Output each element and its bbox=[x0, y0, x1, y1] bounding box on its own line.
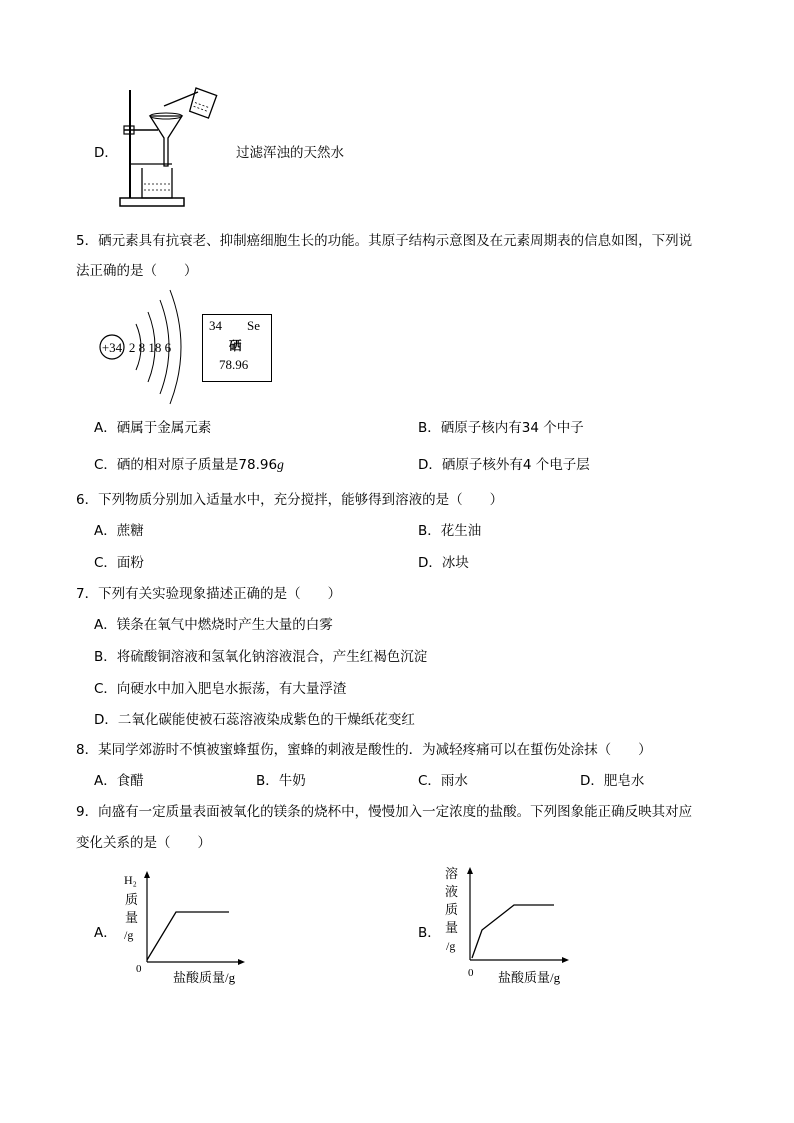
q7-stem: 7．下列有关实验现象描述正确的是（ ） bbox=[76, 586, 342, 602]
q5-option-a: A．硒属于金属元素 bbox=[94, 420, 212, 436]
q9-graph-b bbox=[442, 862, 574, 988]
q5-stem-line2: 法正确的是（ ） bbox=[76, 263, 198, 279]
q6-option-b: B．花生油 bbox=[418, 523, 482, 539]
q8-option-a: A．食醋 bbox=[94, 773, 144, 789]
q6-option-c: C．面粉 bbox=[94, 555, 144, 571]
graph-a-ylabel-h2: H₂ bbox=[124, 873, 137, 887]
graph-b-curve bbox=[472, 905, 554, 958]
graph-b-origin: 0 bbox=[468, 967, 474, 979]
graph-b-xlabel: 盐酸质量/g bbox=[498, 970, 561, 985]
element-name: 硒 bbox=[229, 338, 242, 353]
graph-a-origin: 0 bbox=[136, 963, 142, 975]
element-atomic-number: 34 bbox=[209, 318, 222, 333]
element-symbol: Se bbox=[247, 318, 260, 333]
q6-stem: 6．下列物质分别加入适量水中，充分搅拌，能够得到溶液的是（ ） bbox=[76, 492, 504, 508]
q5-option-b: B．硒原子核内有34 个中子 bbox=[418, 420, 584, 436]
q9-graph-a bbox=[118, 868, 250, 988]
q7-option-d: D．二氧化碳能使被石蕊溶液染成紫色的干燥纸花变红 bbox=[94, 712, 415, 728]
q9-stem-line2: 变化关系的是（ ） bbox=[76, 835, 211, 851]
graph-b-ylabel-char1: 溶 bbox=[445, 866, 459, 881]
graph-b-ylabel-unit: /g bbox=[446, 939, 456, 953]
periodic-table-cell bbox=[202, 314, 272, 382]
graph-a-ylabel-char1: 质 bbox=[125, 892, 139, 907]
q9-stem-line1: 9．向盛有一定质量表面被氧化的镁条的烧杯中，慢慢加入一定浓度的盐酸。下列图象能正确反映其对应 bbox=[76, 804, 693, 820]
filtration-apparatus-illustration bbox=[118, 86, 230, 212]
q5-option-d: D．硒原子核外有4 个电子层 bbox=[418, 457, 590, 473]
q8-stem: 8．某同学郊游时不慎被蜜蜂蜇伤，蜜蜂的刺液是酸性的．为减轻疼痛可以在蜇伤处涂抹（ ） bbox=[76, 742, 652, 758]
atom-shells-label: 2 8 18 6 bbox=[128, 340, 172, 355]
q8-option-d: D．肥皂水 bbox=[580, 773, 645, 789]
graph-a-ylabel-char2: 量 bbox=[125, 910, 139, 925]
q7-option-a: A．镁条在氧气中燃烧时产生大量的白雾 bbox=[94, 617, 333, 633]
graph-a-curve bbox=[147, 912, 229, 960]
q6-option-a: A．蔗糖 bbox=[94, 523, 144, 539]
q9-graph-a-label: A． bbox=[94, 925, 117, 941]
q4-option-d-label: D． bbox=[94, 145, 118, 161]
graph-b-ylabel-char3: 质 bbox=[445, 902, 459, 917]
q5-option-c: C．硒的相对原子质量是78.96g bbox=[94, 457, 284, 473]
q7-option-b: B．将硫酸铜溶液和氢氧化钠溶液混合，产生红褐色沉淀 bbox=[94, 649, 428, 665]
q9-graph-b-label: B． bbox=[418, 925, 441, 941]
graph-a-ylabel-unit: /g bbox=[124, 928, 134, 942]
q4-option-d-text: 过滤浑浊的天然水 bbox=[236, 145, 344, 161]
q8-option-c: C．雨水 bbox=[418, 773, 468, 789]
graph-b-ylabel-char4: 量 bbox=[445, 920, 459, 935]
q5-stem-line1: 5．硒元素具有抗衰老、抑制癌细胞生长的功能。其原子结构示意图及在元素周期表的信息如图，下列说 bbox=[76, 233, 693, 249]
element-atomic-mass: 78.96 bbox=[219, 357, 249, 372]
q8-option-b: B．牛奶 bbox=[256, 773, 306, 789]
selenium-atom-structure-diagram bbox=[96, 286, 192, 408]
graph-b-ylabel-char2: 液 bbox=[445, 884, 459, 899]
q7-option-c: C．向硬水中加入肥皂水振荡，有大量浮渣 bbox=[94, 681, 347, 697]
q6-option-d: D．冰块 bbox=[418, 555, 469, 571]
atom-nucleus-label: +34 bbox=[101, 340, 123, 355]
graph-a-xlabel: 盐酸质量/g bbox=[173, 970, 236, 985]
